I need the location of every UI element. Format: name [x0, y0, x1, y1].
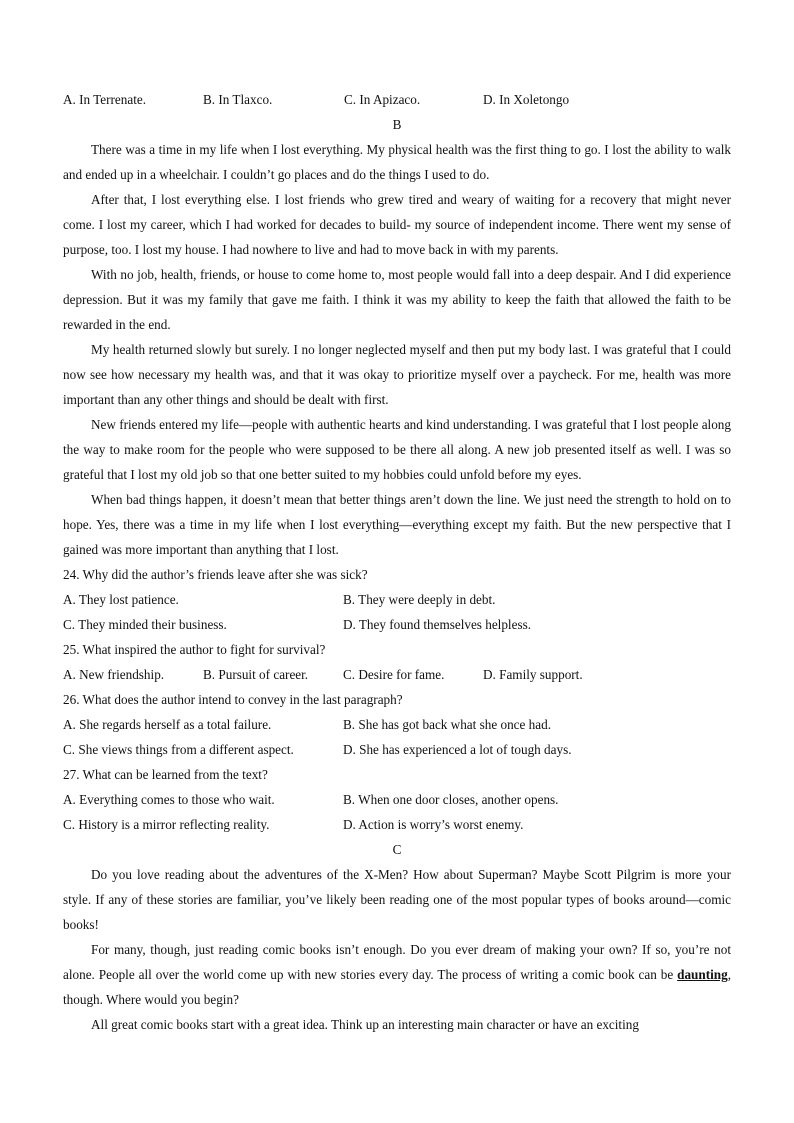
question-27-options-row-1: [63, 787, 731, 812]
question-26-option-c: C. She views things from a different aspect.: [63, 742, 294, 757]
question-24-option-b: B. They were deeply in debt.: [343, 592, 496, 607]
section-c-paragraph-1: Do you love reading about the adventures of the X-Men? How about Superman? Maybe Scott Pilgrim is more your style. If any of these stories are familiar, you’ve likely been reading one of the most popular types of books around—comic books!: [63, 867, 731, 932]
question-27-option-d: D. Action is worry’s worst enemy.: [343, 817, 524, 832]
option-d: D. In Xoletongo: [483, 92, 570, 107]
question-26-options-row-1: [63, 712, 731, 737]
section-c-paragraph-2-text-before: For many, though, just reading comic books isn’t enough. Do you ever dream of making your own? If so, you’re not alone. People all over the world come up with new stories every day. The process of writing a comic book can be: [63, 942, 731, 982]
section-b-heading: B: [392, 117, 402, 132]
question-25-option-c: C. Desire for fame.: [343, 667, 445, 682]
question-27-option-b: B. When one door closes, another opens.: [343, 792, 559, 807]
question-25-option-a: A. New friendship.: [63, 667, 165, 682]
question-26-option-b: B. She has got back what she once had.: [343, 717, 552, 732]
question-26-options-row-2: [63, 737, 731, 762]
section-b-paragraph-4: My health returned slowly but surely. I no longer neglected myself and then put my body last. I was grateful that I could now see how necessary my health was, and that it was okay to prioritize myself over a paycheck. For me, health was more important than any other things and should be dealt with first.: [63, 342, 731, 407]
document-page: [63, 87, 731, 1037]
question-26-stem: 26. What does the author intend to convey in the last paragraph?: [63, 692, 403, 707]
section-b-paragraph-5: New friends entered my life—people with authentic hearts and kind understanding. I was grateful that I lost people along the way to make room for the people who were supposed to be there all along. A new job presented itself as well. I was so grateful that I lost my old job so that one better suited to my hobbies could unfold before my eyes.: [63, 417, 731, 482]
question-25-option-b: B. Pursuit of career.: [203, 667, 309, 682]
section-b-paragraph-3: With no job, health, friends, or house to come home to, most people would fall into a deep despair. And I did experience depression. But it was my family that gave me faith. I think it was my ability to keep the faith that allowed the faith to be rewarded in the end.: [63, 267, 731, 332]
section-c-heading: C: [392, 842, 402, 857]
question-25-options-row: [63, 662, 731, 687]
question-27-stem: 27. What can be learned from the text?: [63, 767, 268, 782]
question-24-option-a: A. They lost patience.: [63, 592, 179, 607]
section-b-paragraph-1: There was a time in my life when I lost everything. My physical health was the first thing to go. I lost the ability to walk and ended up in a wheelchair. I couldn’t go places and do the things I used to do.: [63, 142, 731, 182]
question-24-stem: 24. Why did the author’s friends leave after she was sick?: [63, 567, 368, 582]
question-27-options-row-2: [63, 812, 731, 837]
question-27-option-a: A. Everything comes to those who wait.: [63, 792, 275, 807]
question-24-option-d: D. They found themselves helpless.: [343, 617, 532, 632]
section-b-paragraph-6: When bad things happen, it doesn’t mean that better things aren’t down the line. We just need the strength to hold on to hope. Yes, there was a time in my life when I lost everything—everything except my faith. But the new perspective that I gained was more important than anything that I lost.: [63, 492, 731, 557]
highlighted-word-daunting: daunting: [677, 967, 728, 982]
question-24-options-row-2: [63, 612, 731, 637]
section-c-paragraph-3: All great comic books start with a great idea. Think up an interesting main character or have an exciting: [91, 1017, 639, 1032]
top-options-row: [63, 87, 731, 112]
question-24-option-c: C. They minded their business.: [63, 617, 227, 632]
section-b-paragraph-2: After that, I lost everything else. I lost friends who grew tired and weary of waiting for a recovery that might never come. I lost my career, which I had worked for decades to build- my source of independent income. There went my sense of purpose, too. I lost my house. I had nowhere to live and had to move back in with my parents.: [63, 192, 731, 257]
question-25-option-d: D. Family support.: [483, 667, 583, 682]
question-24-options-row-1: [63, 587, 731, 612]
option-a: A. In Terrenate.: [63, 92, 147, 107]
question-25-stem: 25. What inspired the author to fight for survival?: [63, 642, 326, 657]
option-c: C. In Apizaco.: [344, 92, 421, 107]
question-26-option-a: A. She regards herself as a total failure.: [63, 717, 272, 732]
section-c-paragraph-2-text-after: , though. Where would you begin?: [63, 967, 731, 1007]
section-c-paragraph-2: [63, 937, 731, 1012]
question-27-option-c: C. History is a mirror reflecting reality.: [63, 817, 270, 832]
option-b: B. In Tlaxco.: [203, 92, 273, 107]
question-26-option-d: D. She has experienced a lot of tough days.: [343, 742, 572, 757]
